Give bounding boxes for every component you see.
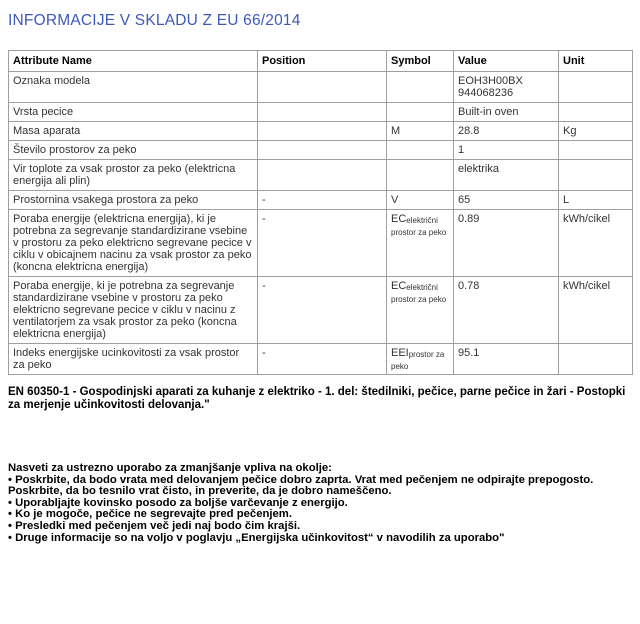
cell-value: 0.78 <box>454 277 559 344</box>
cell-unit <box>559 344 633 375</box>
standard-reference-note: EN 60350-1 - Gospodinjski aparati za kuhanje z elektriko - 1. del: štedilniki, pečice, parne pečice in žari - Postopki za merjenje učinkovitosti delovanja." <box>8 386 626 411</box>
cell-position <box>258 160 387 191</box>
cell-attribute: Poraba energije, ki je potrebna za segrevanje standardizirane vsebine v prostoru za peko elektricno segrevane pecice v ciklu v nacinu z ventilatorjem za vsak prostor za peko (koncna elektricna energija) <box>9 277 258 344</box>
cell-symbol <box>387 141 454 160</box>
cell-attribute: Vir toplote za vsak prostor za peko (elektricna energija ali plin) <box>9 160 258 191</box>
table-row <box>9 344 633 375</box>
cell-unit <box>559 72 633 103</box>
cell-position <box>258 103 387 122</box>
header-symbol: Symbol <box>387 51 454 72</box>
cell-position: - <box>258 277 387 344</box>
eco-advice-item: • Presledki med pečenjem več jedi naj bodo čim krajši. <box>8 519 301 532</box>
page-title: INFORMACIJE V SKLADU Z EU 66/2014 <box>8 12 301 29</box>
symbol-subscript: električni prostor za peko <box>391 216 447 237</box>
table-row <box>9 141 633 160</box>
cell-unit: Kg <box>559 122 633 141</box>
cell-value: 0.89 <box>454 210 559 277</box>
cell-value: elektrika <box>454 160 559 191</box>
cell-attribute: Indeks energijske ucinkovitosti za vsak prostor za peko <box>9 344 258 375</box>
cell-unit <box>559 103 633 122</box>
eco-advice-item: • Poskrbite, da bodo vrata med delovanjem pečice dobro zaprta. Vrat med pečenjem ne odpirajte prepogosto. Poskrbite, da bo tesnilo vrat čisto, in preverite, da je dobro nameščeno. <box>8 473 594 498</box>
symbol-main: M <box>391 125 401 137</box>
eco-advice-item: • Ko je mogoče, pečice ne segrevajte pred pečenjem. <box>8 508 292 521</box>
cell-value: 28.8 <box>454 122 559 141</box>
table-row <box>9 210 633 277</box>
cell-value: 95.1 <box>454 344 559 375</box>
cell-value: 65 <box>454 191 559 210</box>
cell-position <box>258 72 387 103</box>
cell-position: - <box>258 191 387 210</box>
eco-advice-block <box>8 463 614 544</box>
symbol-main: EEI <box>391 347 409 359</box>
cell-position: - <box>258 210 387 277</box>
symbol-main: EC <box>391 280 407 292</box>
cell-unit: L <box>559 191 633 210</box>
header-position: Position <box>258 51 387 72</box>
cell-symbol <box>387 210 454 277</box>
cell-position <box>258 122 387 141</box>
table-row <box>9 160 633 191</box>
symbol-subscript: prostor za peko <box>391 350 445 371</box>
cell-symbol <box>387 160 454 191</box>
symbol-main: EC <box>391 213 407 225</box>
cell-position <box>258 141 387 160</box>
cell-unit: kWh/cikel <box>559 210 633 277</box>
cell-symbol <box>387 277 454 344</box>
cell-value: Built-in oven <box>454 103 559 122</box>
cell-attribute: Masa aparata <box>9 122 258 141</box>
cell-attribute: Poraba energije (elektricna energija), ki je potrebna za segrevanje standardizirane vsebine v prostoru za peko elektricno segrevane pecice v ciklu v obicajnem nacinu za vsak prostor za peko (koncna elektricna energija) <box>9 210 258 277</box>
eco-advice-item: • Druge informacije so na voljo v poglavju „Energijska učinkovitost“ v navodilih za uporabo" <box>8 531 505 544</box>
table-row <box>9 72 633 103</box>
header-unit: Unit <box>559 51 633 72</box>
cell-attribute: Število prostorov za peko <box>9 141 258 160</box>
cell-attribute: Oznaka modela <box>9 72 258 103</box>
cell-symbol <box>387 72 454 103</box>
header-value: Value <box>454 51 559 72</box>
cell-symbol <box>387 344 454 375</box>
table-row <box>9 277 633 344</box>
header-attribute-name: Attribute Name <box>9 51 258 72</box>
cell-symbol <box>387 191 454 210</box>
table-row <box>9 191 633 210</box>
product-info-table <box>8 50 633 375</box>
cell-symbol <box>387 103 454 122</box>
cell-symbol <box>387 122 454 141</box>
eco-advice-item: • Uporabljajte kovinsko posodo za boljše varčevanje z energijo. <box>8 496 348 509</box>
symbol-main: V <box>391 194 399 206</box>
cell-position: - <box>258 344 387 375</box>
cell-unit <box>559 160 633 191</box>
cell-unit <box>559 141 633 160</box>
cell-attribute: Prostornina vsakega prostora za peko <box>9 191 258 210</box>
table-row <box>9 103 633 122</box>
cell-value: 1 <box>454 141 559 160</box>
table-row <box>9 122 633 141</box>
table-header-row <box>9 51 633 72</box>
symbol-subscript: električni prostor za peko <box>391 283 447 304</box>
cell-unit: kWh/cikel <box>559 277 633 344</box>
cell-attribute: Vrsta pecice <box>9 103 258 122</box>
cell-value: EOH3H00BX 944068236 <box>454 72 559 103</box>
eco-advice-heading: Nasveti za ustrezno uporabo za zmanjšanje vpliva na okolje: <box>8 462 332 474</box>
